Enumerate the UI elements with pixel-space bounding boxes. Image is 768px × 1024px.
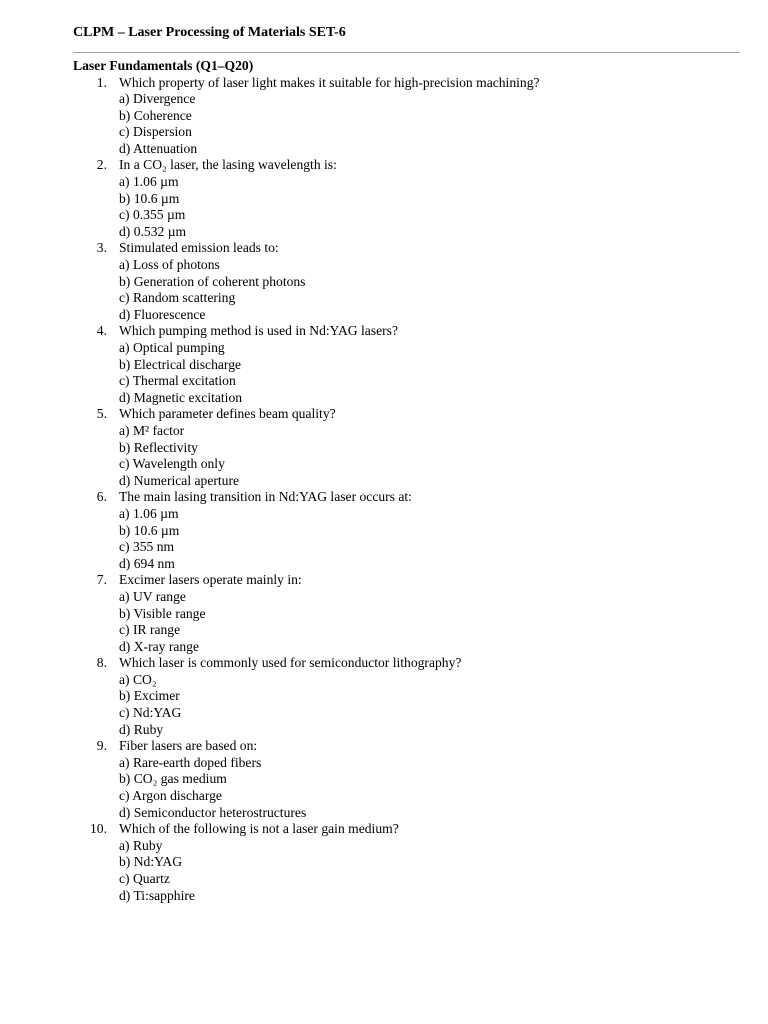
question-text: Which of the following is not a laser gain medium?	[119, 821, 399, 837]
question-list	[0, 75, 768, 905]
question-text: Which laser is commonly used for semiconductor lithography?	[119, 655, 462, 671]
answer-option: c) 0.355 µm	[119, 207, 186, 223]
question-number: 1.	[96, 74, 107, 90]
answer-option: b) Generation of coherent photons	[119, 273, 306, 289]
answer-option: a) 1.06 µm	[119, 174, 179, 190]
question-number: 9.	[96, 738, 107, 754]
question-item	[0, 240, 768, 323]
question-row	[0, 157, 768, 174]
question-item	[0, 489, 768, 572]
option-list	[0, 257, 768, 323]
question-row	[0, 489, 768, 506]
question-number: 5.	[96, 406, 107, 422]
answer-option: a) CO₂	[119, 671, 157, 687]
answer-option: d) Ti:sapphire	[119, 887, 195, 903]
question-row	[0, 572, 768, 589]
answer-option: b) 10.6 µm	[119, 522, 180, 538]
answer-option: c) Quartz	[119, 871, 170, 886]
option-list	[0, 589, 768, 655]
question-text: The main lasing transition in Nd:YAG laser occurs at:	[119, 489, 412, 505]
option-list	[0, 672, 768, 738]
answer-option: a) Rare-earth doped fibers	[119, 754, 262, 770]
answer-option: d) 694 nm	[119, 555, 175, 571]
question-item	[0, 75, 768, 158]
answer-option: c) IR range	[119, 622, 181, 638]
answer-option: a) Divergence	[119, 91, 196, 107]
question-row	[0, 75, 768, 92]
answer-option: c) Argon discharge	[119, 788, 222, 804]
answer-option: d) 0.532 µm	[119, 223, 187, 239]
question-row	[0, 821, 768, 838]
option-list	[0, 506, 768, 572]
question-text: Which parameter defines beam quality?	[119, 406, 336, 422]
question-row	[0, 240, 768, 257]
question-number: 6.	[96, 489, 107, 505]
answer-option: b) Nd:YAG	[119, 854, 183, 870]
question-text: In a CO₂ laser, the lasing wavelength is:	[119, 157, 337, 173]
answer-option: d) Magnetic excitation	[119, 389, 243, 405]
section-heading: Laser Fundamentals (Q1–Q20)	[73, 58, 254, 73]
answer-option: d) Numerical aperture	[119, 472, 240, 488]
document-title: CLPM – Laser Processing of Materials SET-6	[73, 25, 346, 40]
answer-option: d) Semiconductor heterostructures	[119, 804, 307, 820]
question-item	[0, 323, 768, 406]
answer-option: d) Ruby	[119, 721, 164, 737]
answer-option: c) Dispersion	[119, 124, 192, 140]
answer-option: d) X-ray range	[119, 638, 200, 654]
question-item	[0, 738, 768, 821]
answer-option: a) M² factor	[119, 422, 185, 438]
question-number: 4.	[96, 323, 107, 339]
question-text: Fiber lasers are based on:	[119, 738, 258, 754]
answer-option: c) Wavelength only	[119, 456, 225, 472]
question-text: Which property of laser light makes it suitable for high-precision machining?	[119, 74, 540, 90]
question-item	[0, 655, 768, 738]
answer-option: d) Fluorescence	[119, 306, 206, 322]
question-number: 3.	[96, 240, 107, 256]
option-list	[0, 838, 768, 904]
question-text: Stimulated emission leads to:	[119, 240, 279, 256]
answer-option: b) Reflectivity	[119, 439, 198, 455]
option-list	[0, 340, 768, 406]
question-item	[0, 406, 768, 489]
question-item	[0, 572, 768, 655]
option-list	[0, 91, 768, 157]
answer-option: b) 10.6 µm	[119, 190, 180, 206]
question-number: 7.	[96, 572, 107, 588]
question-number: 8.	[96, 655, 107, 671]
answer-option: c) Nd:YAG	[119, 705, 182, 721]
question-row	[0, 323, 768, 340]
question-item	[0, 157, 768, 240]
answer-option: b) Excimer	[119, 688, 180, 704]
question-number: 10.	[90, 821, 107, 837]
question-text: Excimer lasers operate mainly in:	[119, 572, 302, 588]
answer-option: a) 1.06 µm	[119, 505, 179, 521]
answer-option: b) Visible range	[119, 605, 206, 621]
option-list	[0, 423, 768, 489]
title-divider	[73, 52, 740, 53]
question-row	[0, 738, 768, 755]
answer-option: b) Coherence	[119, 107, 192, 123]
answer-option: a) UV range	[119, 588, 186, 604]
option-list	[0, 755, 768, 821]
answer-option: a) Optical pumping	[119, 340, 225, 355]
answer-option: a) Loss of photons	[119, 257, 220, 273]
answer-option: b) Electrical discharge	[119, 356, 242, 372]
question-row	[0, 406, 768, 423]
answer-option: c) 355 nm	[119, 539, 175, 555]
option-list	[0, 174, 768, 240]
question-item	[0, 821, 768, 904]
answer-option: b) CO₂ gas medium	[119, 771, 227, 787]
question-row	[0, 655, 768, 672]
question-number: 2.	[96, 157, 107, 173]
answer-option: a) Ruby	[119, 837, 163, 853]
answer-option: c) Random scattering	[119, 290, 236, 306]
answer-option: d) Attenuation	[119, 140, 198, 156]
question-text: Which pumping method is used in Nd:YAG lasers?	[119, 323, 399, 339]
answer-option: c) Thermal excitation	[119, 373, 236, 389]
